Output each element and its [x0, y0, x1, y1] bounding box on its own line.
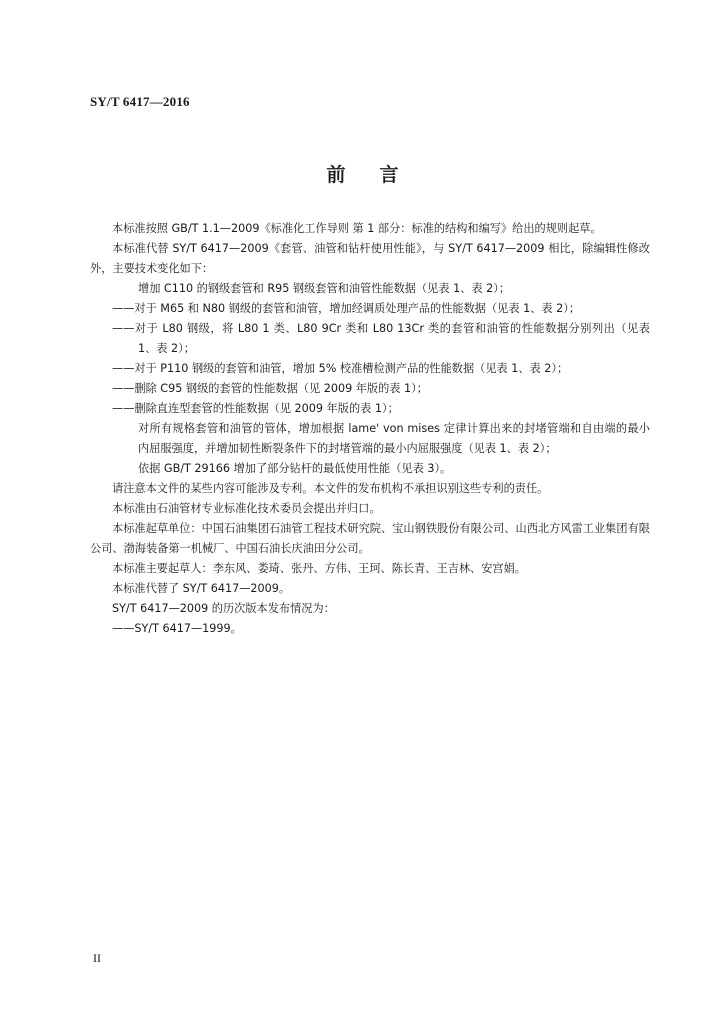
- change-item: 依据 GB/T 29166 增加了部分钻杆的最低使用性能（见表 3）。: [138, 462, 452, 475]
- proposer-statement: 本标准由石油管材专业标准化技术委员会提出并归口。: [112, 502, 381, 515]
- change-item: 对所有规格套管和油管的管体，增加根据 lame' von mises 定律计算出来的封堵管端和自由端的最小内屈服强度，并增加韧性断裂条件下的封堵管端的最小内屈服强度（见表 1、表 2）；: [138, 422, 650, 455]
- page-number: II: [93, 951, 101, 965]
- paragraph-drafting-rules: 本标准按照 GB/T 1.1—2009《标准化工作导则 第 1 部分：标准的结构和编写》给出的规则起草。: [112, 222, 602, 235]
- standard-code: SY/T 6417—2016: [90, 94, 190, 109]
- paragraph-replacement: 本标准代替 SY/T 6417—2009《套管、油管和钻杆使用性能》，与 SY/T 6417—2009 相比，除编辑性修改外，主要技术变化如下：: [90, 242, 650, 275]
- drafting-units: 本标准起草单位：中国石油集团石油管工程技术研究院、宝山钢铁股份有限公司、山西北方风雷工业集团有限公司、渤海装备第一机械厂、中国石油长庆油田分公司。: [90, 522, 650, 555]
- change-item: ——对于 L80 钢级，将 L80 1 类、L80 9Cr 类和 L80 13Cr 类的套管和油管的性能数据分别列出（见表 1、表 2）；: [112, 322, 650, 355]
- change-item: ——对于 M65 和 N80 钢级的套管和油管，增加经调质处理产品的性能数据（见表 1、表 2）；: [112, 302, 581, 315]
- change-item: 增加 C110 的钢级套管和 R95 钢级套管和油管性能数据（见表 1、表 2）；: [138, 282, 511, 295]
- version-history-item: ——SY/T 6417—1999。: [112, 622, 242, 635]
- replaced-standard: 本标准代替了 SY/T 6417—2009。: [112, 582, 291, 595]
- patent-notice: 请注意本文件的某些内容可能涉及专利。本文件的发布机构不承担识别这些专利的责任。: [112, 482, 549, 495]
- change-item: ——删除直连型套管的性能数据（见 2009 年版的表 1）；: [112, 402, 399, 415]
- change-item: ——删除 C95 钢级的套管的性能数据（见 2009 年版的表 1）；: [112, 382, 428, 395]
- document-body: [90, 219, 650, 639]
- version-history-intro: SY/T 6417—2009 的历次版本发布情况为：: [112, 602, 335, 615]
- main-drafters: 本标准主要起草人：李东风、娄琦、张丹、方伟、王珂、陈长青、王吉林、安宫娟。: [112, 562, 526, 575]
- change-item: ——对于 P110 钢级的套管和油管，增加 5% 校准槽检测产品的性能数据（见表 1、表 2）；: [112, 362, 569, 375]
- page-title: 前言: [326, 164, 433, 186]
